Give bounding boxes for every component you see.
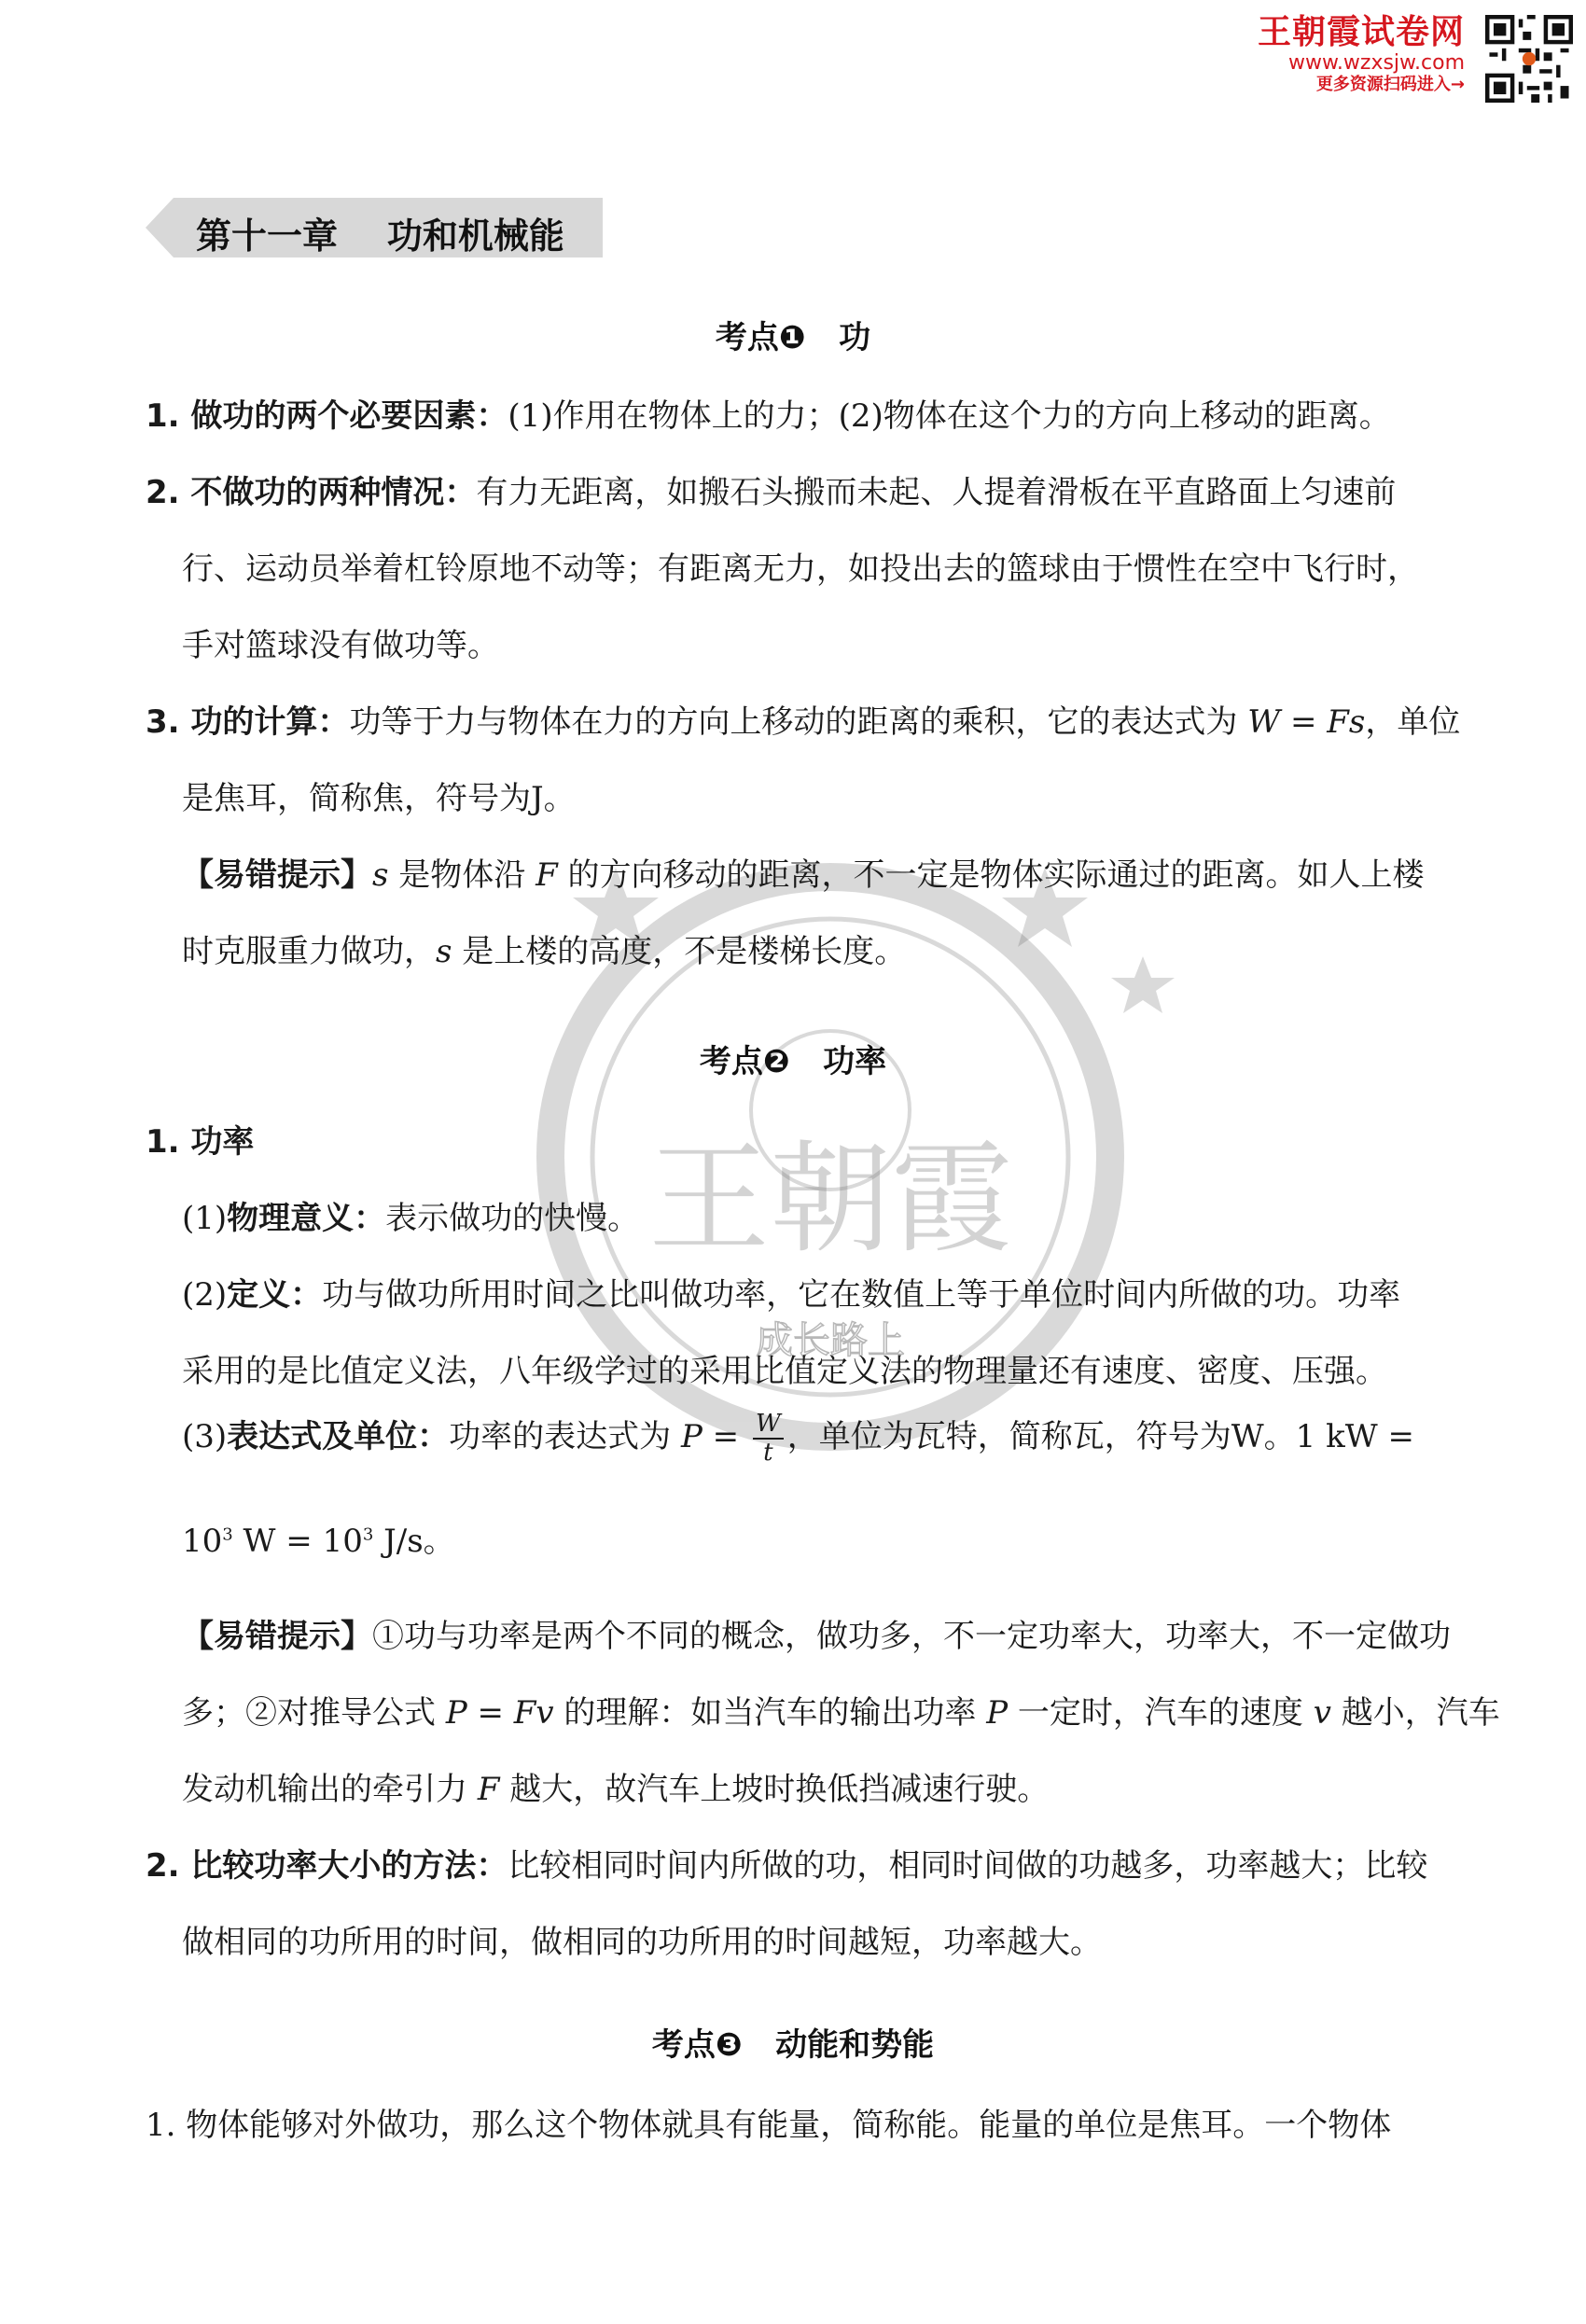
tip-label: 【易错提示】 (182, 1618, 372, 1655)
section-heading-3: 考点❸ 动能和势能 (651, 2026, 935, 2064)
s1-item-3-line-1: 3. 功的计算：功等于力与物体在力的方向上移动的距离的乘积，它的表达式为 W = Fs，单位 (146, 703, 1461, 741)
s3-item-1-line-1: 1. 物体能够对外做功，那么这个物体就具有能量，简称能。能量的单位是焦耳。一个物体 (146, 2107, 1392, 2144)
s2-point-1: (1)物理意义：表示做功的快慢。 (182, 1200, 640, 1237)
brand-url[interactable]: www.wzxsjw.com (1287, 51, 1465, 76)
s1-tip-line-1: 【易错提示】s 是物体沿 F 的方向移动的距离，不一定是物体实际通过的距离。如人上楼 (182, 856, 1425, 894)
s2-point-2-line-1: (2)定义：功与做功所用时间之比叫做功率，它在数值上等于单位时间内所做的功。功率 (182, 1276, 1401, 1314)
formula-work: W = Fs (1247, 703, 1366, 741)
qr-code-icon[interactable] (1485, 15, 1573, 103)
s2-point-2-line-2: 采用的是比值定义法，八年级学过的采用比值定义法的物理量还有速度、密度、压强。 (182, 1353, 1387, 1390)
s2-tip-line-1: 【易错提示】①功与功率是两个不同的概念，做功多，不一定功率大，功率大，不一定做功 (182, 1618, 1451, 1655)
s2-item-2-line-1: 2. 比较功率大小的方法：比较相同时间内所做的功，相同时间做的功越多，功率越大；比较 (146, 1847, 1428, 1885)
s1-item-2-line-3: 手对篮球没有做功等。 (182, 627, 499, 664)
s1-item-2-line-2: 行、运动员举着杠铃原地不动等；有距离无力，如投出去的篮球由于惯性在空中飞行时， (182, 550, 1419, 588)
brand-block (1258, 13, 1465, 94)
power-fraction: $\frac{W}{t}$ (753, 1411, 784, 1466)
chapter-title: 第十一章 功和机械能 (196, 216, 564, 257)
brand-title: 王朝霞试卷网 (1257, 13, 1465, 51)
s1-item-1: 1. 做功的两个必要因素：(1)作用在物体上的力；(2)物体在这个力的方向上移动的距离。 (146, 397, 1391, 435)
section-heading-1: 考点❶ 功 (715, 319, 871, 356)
s2-item-1-label: 1. 功率 (146, 1123, 255, 1161)
brand-tagline: 更多资源扫码进入→ (1315, 74, 1465, 94)
s2-tip-line-2: 多；②对推导公式 P = Fv 的理解：如当汽车的输出功率 P 一定时，汽车的速度 v 越小，汽车 (182, 1694, 1500, 1732)
section-heading-2: 考点❷ 功率 (699, 1043, 887, 1080)
tip-label: 【易错提示】 (182, 856, 372, 894)
s1-item-2-line-1: 2. 不做功的两种情况：有力无距离，如搬石头搬而未起、人提着滑板在平直路面上匀速前 (146, 474, 1397, 511)
formula-power: P = Fv (445, 1694, 554, 1732)
watermark-text: 王朝霞 (647, 1128, 1013, 1270)
s2-point-3-line-1: (3)表达式及单位：功率的表达式为 P = $\frac{W}{t}$ ，单位为瓦特，简称瓦，符号为W。1 kW = (182, 1410, 1414, 1467)
s2-item-2-line-2: 做相同的功所用的时间，做相同的功所用的时间越短，功率越大。 (182, 1924, 1102, 1961)
watermark-caption: 成长路上 (756, 1319, 905, 1362)
s2-point-3-line-2: $10^3$ $W = 10^3$ J/s。 (182, 1523, 455, 1560)
s1-tip-line-2: 时克服重力做功，s 是上楼的高度，不是楼梯长度。 (182, 933, 907, 970)
s2-tip-line-3: 发动机输出的牵引力 F 越大，故汽车上坡时换低挡减速行驶。 (182, 1771, 1050, 1808)
s1-item-3-line-2: 是焦耳，简称焦，符号为J。 (182, 780, 576, 817)
